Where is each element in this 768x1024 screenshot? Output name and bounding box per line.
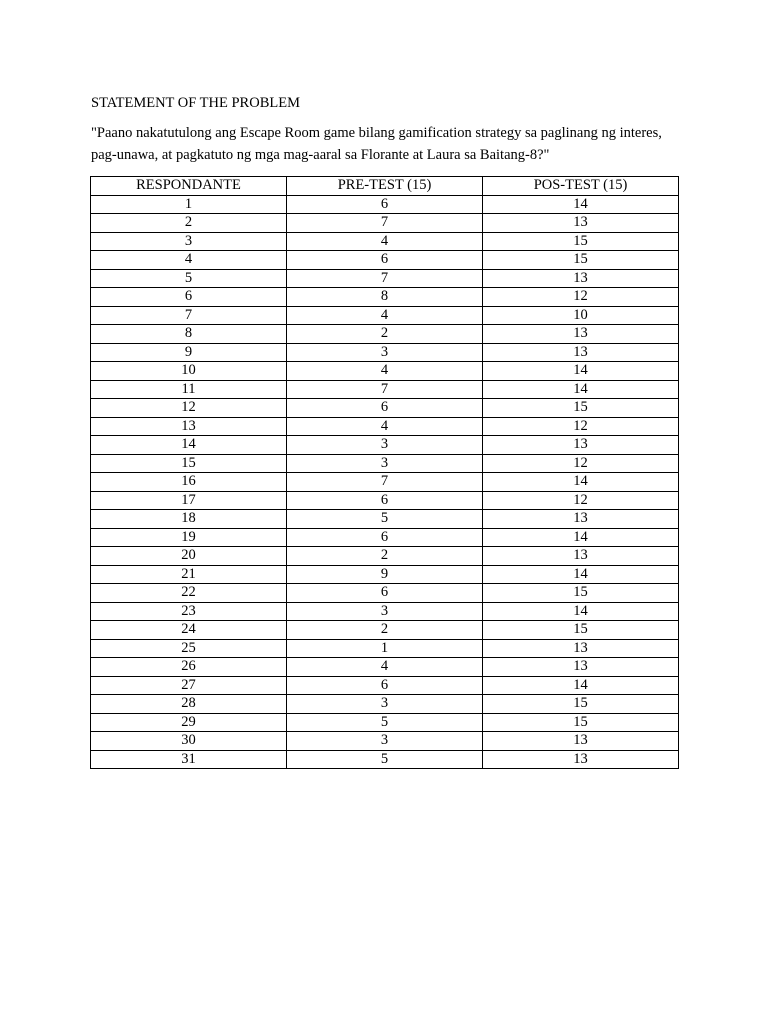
cell-respondante: 27 xyxy=(91,676,287,695)
cell-respondante: 4 xyxy=(91,251,287,270)
table-body xyxy=(91,195,679,769)
table-row xyxy=(91,232,679,251)
cell-pre-test: 3 xyxy=(287,602,483,621)
table-row xyxy=(91,454,679,473)
cell-respondante: 19 xyxy=(91,528,287,547)
cell-pos-test: 12 xyxy=(483,417,679,436)
table-row xyxy=(91,713,679,732)
table-row xyxy=(91,195,679,214)
cell-respondante: 20 xyxy=(91,547,287,566)
cell-pre-test: 5 xyxy=(287,510,483,529)
table-row xyxy=(91,528,679,547)
cell-respondante: 18 xyxy=(91,510,287,529)
table-row xyxy=(91,732,679,751)
table-row xyxy=(91,417,679,436)
cell-pre-test: 4 xyxy=(287,417,483,436)
cell-pre-test: 6 xyxy=(287,676,483,695)
cell-pre-test: 3 xyxy=(287,454,483,473)
cell-pre-test: 2 xyxy=(287,621,483,640)
cell-pos-test: 13 xyxy=(483,343,679,362)
cell-respondante: 24 xyxy=(91,621,287,640)
cell-respondante: 28 xyxy=(91,695,287,714)
cell-pos-test: 13 xyxy=(483,732,679,751)
cell-pos-test: 14 xyxy=(483,528,679,547)
cell-pos-test: 14 xyxy=(483,362,679,381)
cell-pos-test: 13 xyxy=(483,658,679,677)
section-heading: STATEMENT OF THE PROBLEM xyxy=(91,95,300,111)
table-row xyxy=(91,362,679,381)
cell-pre-test: 8 xyxy=(287,288,483,307)
table-row xyxy=(91,750,679,769)
cell-respondante: 11 xyxy=(91,380,287,399)
cell-pos-test: 15 xyxy=(483,695,679,714)
cell-pos-test: 14 xyxy=(483,565,679,584)
cell-pre-test: 3 xyxy=(287,436,483,455)
cell-pos-test: 13 xyxy=(483,325,679,344)
table-row xyxy=(91,676,679,695)
cell-pos-test: 15 xyxy=(483,399,679,418)
table-row xyxy=(91,584,679,603)
cell-respondante: 10 xyxy=(91,362,287,381)
cell-pos-test: 13 xyxy=(483,269,679,288)
table-row xyxy=(91,510,679,529)
table-row xyxy=(91,269,679,288)
table-row xyxy=(91,325,679,344)
cell-pos-test: 13 xyxy=(483,214,679,233)
cell-respondante: 5 xyxy=(91,269,287,288)
cell-pre-test: 6 xyxy=(287,195,483,214)
cell-respondante: 6 xyxy=(91,288,287,307)
cell-respondante: 8 xyxy=(91,325,287,344)
cell-respondante: 16 xyxy=(91,473,287,492)
table-row xyxy=(91,306,679,325)
column-header-pre-test: PRE-TEST (15) xyxy=(287,177,483,196)
cell-pre-test: 3 xyxy=(287,732,483,751)
cell-pre-test: 6 xyxy=(287,491,483,510)
table-row xyxy=(91,436,679,455)
cell-pos-test: 14 xyxy=(483,380,679,399)
table-row xyxy=(91,658,679,677)
cell-pre-test: 4 xyxy=(287,306,483,325)
cell-pos-test: 13 xyxy=(483,436,679,455)
table-row xyxy=(91,214,679,233)
cell-pre-test: 6 xyxy=(287,251,483,270)
cell-respondante: 29 xyxy=(91,713,287,732)
cell-pos-test: 12 xyxy=(483,454,679,473)
cell-respondante: 3 xyxy=(91,232,287,251)
cell-pos-test: 15 xyxy=(483,584,679,603)
cell-pos-test: 13 xyxy=(483,547,679,566)
table-header-row xyxy=(91,177,679,196)
cell-pre-test: 7 xyxy=(287,380,483,399)
table-row xyxy=(91,695,679,714)
cell-pos-test: 14 xyxy=(483,676,679,695)
cell-respondante: 22 xyxy=(91,584,287,603)
cell-respondante: 12 xyxy=(91,399,287,418)
cell-pre-test: 6 xyxy=(287,399,483,418)
cell-pre-test: 4 xyxy=(287,362,483,381)
cell-pre-test: 7 xyxy=(287,269,483,288)
table-row xyxy=(91,621,679,640)
cell-respondante: 13 xyxy=(91,417,287,436)
cell-pos-test: 14 xyxy=(483,473,679,492)
cell-respondante: 9 xyxy=(91,343,287,362)
table-row xyxy=(91,343,679,362)
cell-pos-test: 15 xyxy=(483,232,679,251)
table-row xyxy=(91,491,679,510)
column-header-pos-test: POS-TEST (15) xyxy=(483,177,679,196)
cell-pre-test: 3 xyxy=(287,343,483,362)
cell-respondante: 25 xyxy=(91,639,287,658)
cell-pre-test: 4 xyxy=(287,232,483,251)
cell-respondante: 15 xyxy=(91,454,287,473)
table-row xyxy=(91,602,679,621)
cell-pre-test: 5 xyxy=(287,713,483,732)
cell-respondante: 26 xyxy=(91,658,287,677)
cell-respondante: 1 xyxy=(91,195,287,214)
cell-pre-test: 7 xyxy=(287,214,483,233)
table-row xyxy=(91,380,679,399)
table-row xyxy=(91,251,679,270)
cell-pos-test: 13 xyxy=(483,750,679,769)
cell-pre-test: 3 xyxy=(287,695,483,714)
column-header-respondante: RESPONDANTE xyxy=(91,177,287,196)
cell-pre-test: 9 xyxy=(287,565,483,584)
cell-pos-test: 13 xyxy=(483,510,679,529)
cell-pos-test: 13 xyxy=(483,639,679,658)
research-question: "Paano nakatutulong ang Escape Room game bilang gamification strategy sa paglinang ng interes, pag-unawa, at pagkatuto ng mga mag-aaral sa Florante at Laura sa Baitang-8?" xyxy=(91,125,662,163)
cell-respondante: 21 xyxy=(91,565,287,584)
table-row xyxy=(91,399,679,418)
table-row xyxy=(91,639,679,658)
cell-respondante: 7 xyxy=(91,306,287,325)
cell-respondante: 2 xyxy=(91,214,287,233)
cell-respondante: 31 xyxy=(91,750,287,769)
cell-pos-test: 15 xyxy=(483,621,679,640)
cell-pre-test: 4 xyxy=(287,658,483,677)
scores-table xyxy=(90,176,679,769)
cell-pos-test: 15 xyxy=(483,251,679,270)
table-row xyxy=(91,288,679,307)
table-row xyxy=(91,565,679,584)
cell-respondante: 23 xyxy=(91,602,287,621)
table-row xyxy=(91,547,679,566)
table-row xyxy=(91,473,679,492)
cell-pre-test: 2 xyxy=(287,547,483,566)
cell-pre-test: 1 xyxy=(287,639,483,658)
cell-pos-test: 12 xyxy=(483,288,679,307)
cell-pre-test: 5 xyxy=(287,750,483,769)
cell-pos-test: 15 xyxy=(483,713,679,732)
cell-respondante: 17 xyxy=(91,491,287,510)
cell-pre-test: 7 xyxy=(287,473,483,492)
cell-respondante: 14 xyxy=(91,436,287,455)
cell-pos-test: 14 xyxy=(483,602,679,621)
cell-pos-test: 14 xyxy=(483,195,679,214)
cell-pre-test: 2 xyxy=(287,325,483,344)
cell-pre-test: 6 xyxy=(287,584,483,603)
cell-pos-test: 12 xyxy=(483,491,679,510)
cell-pos-test: 10 xyxy=(483,306,679,325)
cell-respondante: 30 xyxy=(91,732,287,751)
cell-pre-test: 6 xyxy=(287,528,483,547)
